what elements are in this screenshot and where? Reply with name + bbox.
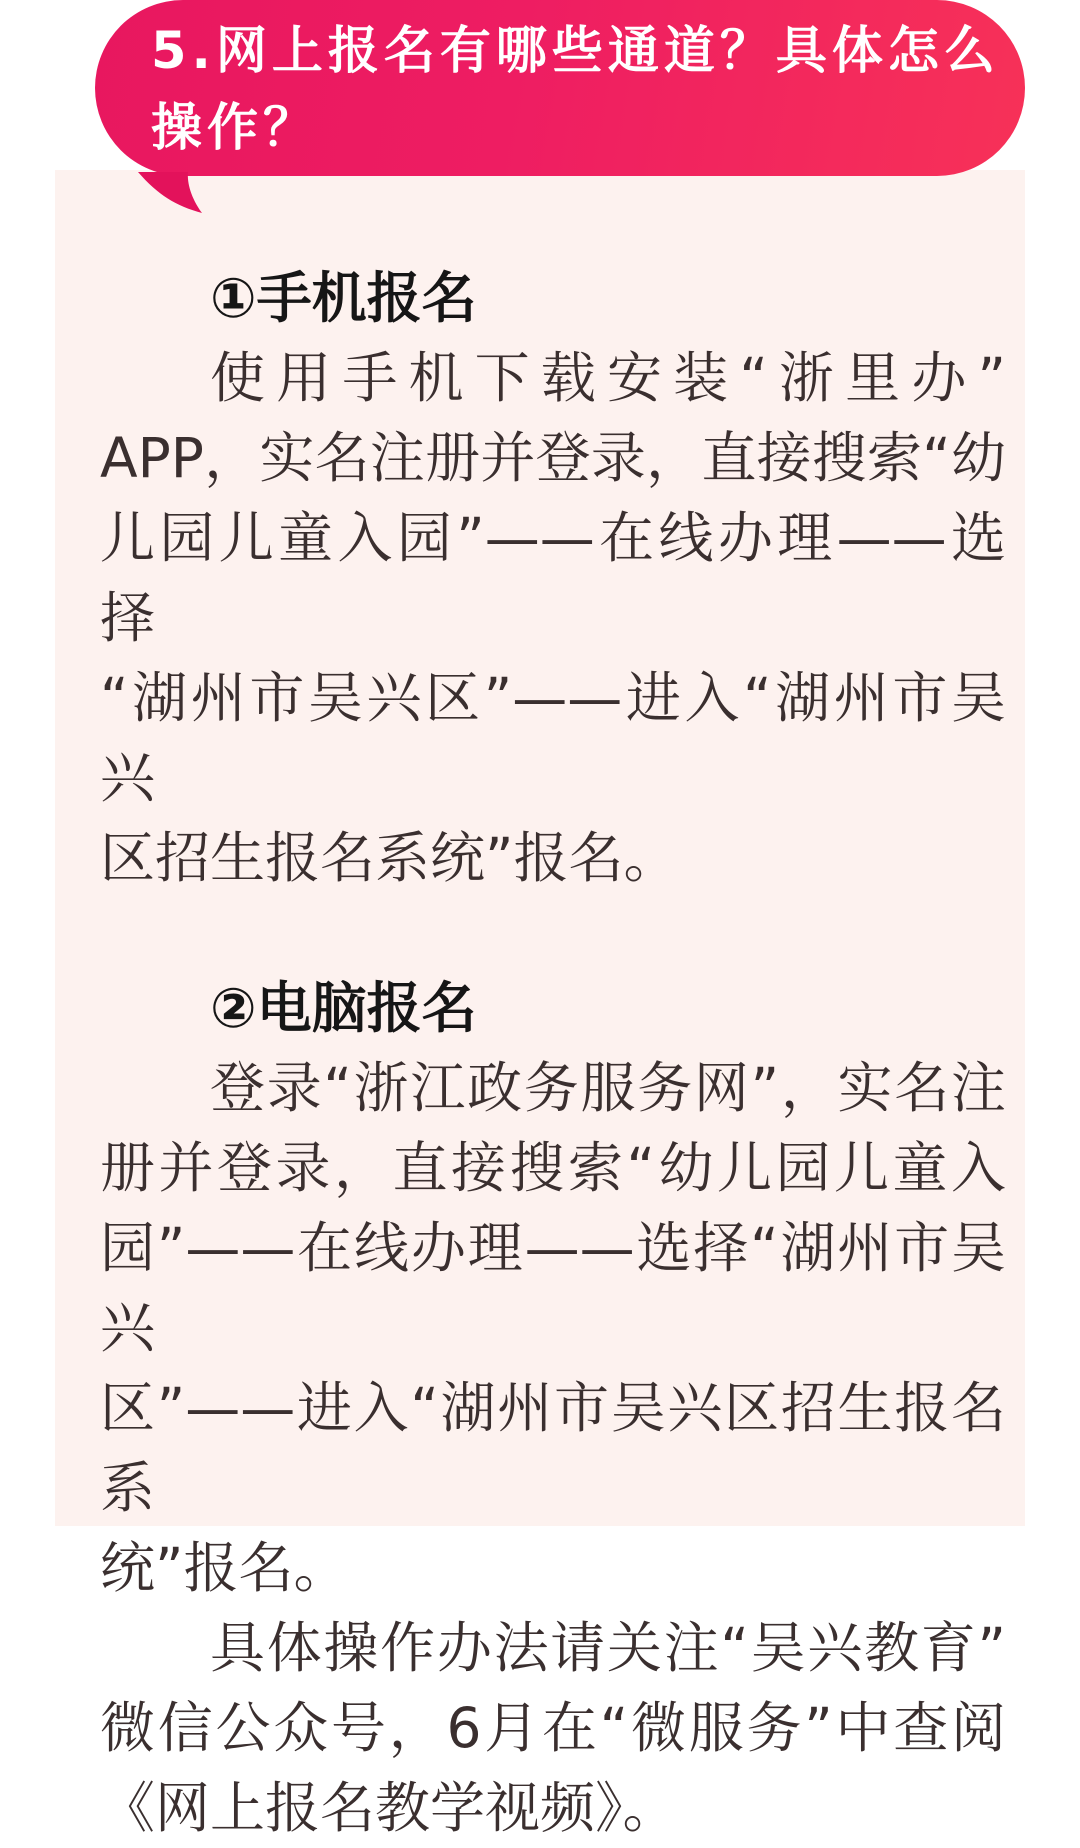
body-line: 儿园儿童入园”——在线办理——选择 xyxy=(100,506,1006,650)
body-line: 登录“浙江政务服务网”，实名注 xyxy=(210,1056,1006,1120)
body-line: 园”——在线办理——选择“湖州市吴兴 xyxy=(100,1216,1006,1360)
question-bubble xyxy=(95,0,1025,176)
body-line: 统”报名。 xyxy=(100,1536,349,1600)
body-line: 使用手机下载安装“浙里办” xyxy=(210,346,1006,410)
body-line: “湖州市吴兴区”——进入“湖州市吴兴 xyxy=(100,666,1006,810)
speech-bubble-tail-icon xyxy=(138,172,216,214)
section-heading-mobile: ①手机报名 xyxy=(210,266,477,330)
body-line: 区”——进入“湖州市吴兴区招生报名系 xyxy=(100,1376,1006,1520)
question-title xyxy=(95,0,1025,167)
section-heading-computer: ②电脑报名 xyxy=(210,976,477,1040)
question-title-line-2: 操作？ xyxy=(151,99,320,158)
body-line: 区招生报名系统”报名。 xyxy=(100,826,679,890)
body-line: 《网上报名教学视频》。 xyxy=(100,1776,678,1840)
article-body xyxy=(100,258,1006,1848)
body-line: 微信公众号，6月在“微服务”中查阅 xyxy=(100,1696,1006,1760)
body-line: 册并登录，直接搜索“幼儿园儿童入 xyxy=(100,1136,1006,1200)
question-title-line-1: 5.网上报名有哪些通道？具体怎么 xyxy=(151,22,1000,81)
body-line: 具体操作办法请关注“吴兴教育” xyxy=(210,1616,1006,1680)
body-line: APP，实名注册并登录，直接搜索“幼 xyxy=(100,426,1006,490)
